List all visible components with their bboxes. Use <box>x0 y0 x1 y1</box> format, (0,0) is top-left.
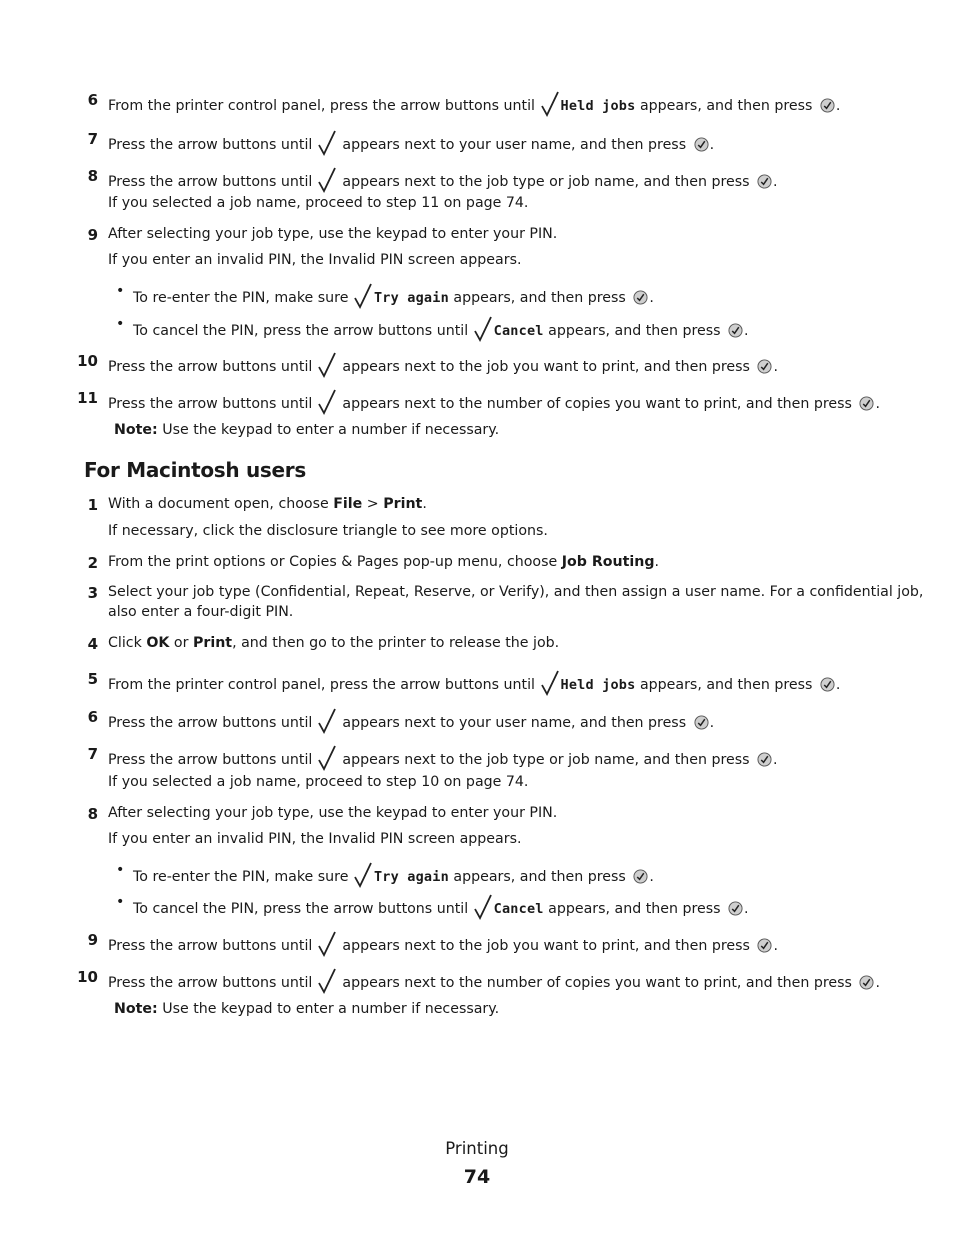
check-mark-icon <box>318 389 336 415</box>
select-button-icon <box>820 98 835 113</box>
check-mark-icon <box>318 931 336 957</box>
select-button-icon <box>859 975 874 990</box>
check-mark-icon <box>474 894 492 920</box>
display-text: Cancel <box>493 323 544 339</box>
note-label: Note: <box>114 1001 158 1017</box>
step-text: Press the arrow buttons until appears next to the number of copies you want to print, and then press . <box>108 389 880 415</box>
check-mark-icon <box>318 352 336 378</box>
step-text: After selecting your job type, use the keypad to enter your PIN. <box>108 226 558 242</box>
step-text: Press the arrow buttons until appears next to the number of copies you want to print, and then press . <box>108 968 880 994</box>
check-mark-icon <box>541 670 559 696</box>
bullet-icon: • <box>116 316 125 332</box>
step-text: With a document open, choose File > Print. <box>108 496 427 512</box>
step-text: After selecting your job type, use the keypad to enter your PIN. <box>108 805 558 821</box>
check-mark-icon <box>541 91 559 117</box>
step-text: From the printer control panel, press the arrow buttons until Held jobs appears, and then press . <box>108 670 840 696</box>
step-number: 4 <box>87 635 98 653</box>
step-text: Press the arrow buttons until appears next to the job you want to print, and then press . <box>108 352 778 378</box>
select-button-icon <box>859 396 874 411</box>
select-button-icon <box>694 137 709 152</box>
note: Note: Use the keypad to enter a number if necessary. <box>114 1001 500 1017</box>
step-subtext: If you enter an invalid PIN, the Invalid PIN screen appears. <box>108 831 522 847</box>
select-button-icon <box>820 677 835 692</box>
step-number: 6 <box>87 91 98 109</box>
step-text: Press the arrow buttons until appears next to your user name, and then press . <box>108 130 714 156</box>
display-text: Try again <box>373 869 449 885</box>
select-button-icon <box>633 869 648 884</box>
step-number: 2 <box>87 554 98 572</box>
step-number: 1 <box>87 496 98 514</box>
step-subtext: If you enter an invalid PIN, the Invalid PIN screen appears. <box>108 252 522 268</box>
select-button-icon <box>757 752 772 767</box>
step-text-continued: also enter a four-digit PIN. <box>108 604 294 620</box>
step-text: From the print options or Copies & Pages pop-up menu, choose Job Routing. <box>108 554 660 570</box>
step-number: 7 <box>87 130 98 148</box>
step-subtext: If you selected a job name, proceed to step 11 on page 74. <box>108 195 529 211</box>
step-number: 3 <box>87 584 98 602</box>
check-mark-icon <box>318 708 336 734</box>
step-text: From the printer control panel, press the arrow buttons until Held jobs appears, and then press . <box>108 91 840 117</box>
select-button-icon <box>633 290 648 305</box>
note-label: Note: <box>114 422 158 438</box>
check-mark-icon <box>354 862 372 888</box>
step-subtext: If necessary, click the disclosure triangle to see more options. <box>108 523 548 539</box>
select-button-icon <box>757 359 772 374</box>
section-heading: For Macintosh users <box>84 458 306 482</box>
step-number: 6 <box>87 708 98 726</box>
step-number: 10 <box>77 968 98 986</box>
check-mark-icon <box>474 316 492 342</box>
bullet-icon: • <box>116 862 125 878</box>
step-number: 11 <box>77 389 98 407</box>
check-mark-icon <box>318 130 336 156</box>
step-text: Press the arrow buttons until appears next to the job type or job name, and then press . <box>108 745 778 771</box>
step-number: 8 <box>87 805 98 823</box>
display-text: Cancel <box>493 901 544 917</box>
step-number: 9 <box>87 931 98 949</box>
footer-section-name: Printing <box>445 1139 509 1158</box>
select-button-icon <box>728 901 743 916</box>
step-number: 8 <box>87 167 98 185</box>
page-number: 74 <box>463 1166 491 1188</box>
bullet-icon: • <box>116 894 125 910</box>
step-subtext: If you selected a job name, proceed to step 10 on page 74. <box>108 774 529 790</box>
select-button-icon <box>728 323 743 338</box>
display-text: Held jobs <box>560 98 636 114</box>
display-text: Try again <box>373 290 449 306</box>
check-mark-icon <box>318 968 336 994</box>
step-text: Press the arrow buttons until appears next to the job type or job name, and then press . <box>108 167 778 193</box>
document-page: 6 From the printer control panel, press the arrow buttons until Held jobs appears, and then press . 7 Press the arrow buttons until appears next to your user name, and then press . 8 Press the arrow buttons until appears next to the job type or job name, and then press . If you selected a job name, proceed to step 11 on page 74. 9 After selecting your job type, use the keypad to enter your PIN. If you enter an invalid PIN, the Invalid PIN screen appears. • To re-enter the PIN, make sure Try again appears, and then press . • To cancel the PIN, press the arrow buttons until Cancel appears, and then press . 10 Press the arrow buttons until appears next to the job you want to print, and then press . 11 Press the arrow buttons until appears next to the number of copies you want to print, and then press . Note: Use the keypad to enter a number if necessary. For Macintosh users 1 With a document open, choose File > Print. If necessary, click the disclosure triangle to see more options. 2 From the print options or Copies & Pages pop-up menu, choose Job Routing. 3 Select your job type (Confidential, Repeat, Reserve, or Verify), and then assign a user name. For a confidential job, also enter a four-digit PIN. 4 Click OK or Print, and then go to the printer to release the job. 5 From the printer control panel, press the arrow buttons until Held jobs appears, and then press . 6 Press the arrow buttons until appears next to your user name, and then press . 7 Press the arrow buttons until appears next to the job type or job name, and then press . If you selected a job name, proceed to step 10 on page 74. 8 After selecting your job type, use the keypad to enter your PIN. If you enter an invalid PIN, the Invalid PIN screen appears. • To re-enter the PIN, make sure Try again appears, and then press . • To cancel the PIN, press the arrow buttons until Cancel appears, and then press . 9 Press the arrow buttons until appears next to the job you want to print, and then press . 10 Press the arrow buttons until appears next to the number of copies you want to print, and then press . Note: Use the keypad to enter a number if necessary. Printing 74 <box>0 0 954 1235</box>
step-text: Select your job type (Confidential, Repeat, Reserve, or Verify), and then assign a user name. For a confidential job, <box>108 584 924 600</box>
select-button-icon <box>694 715 709 730</box>
step-text: Click OK or Print, and then go to the printer to release the job. <box>108 635 560 651</box>
step-number: 10 <box>77 352 98 370</box>
step-number: 9 <box>87 226 98 244</box>
check-mark-icon <box>318 167 336 193</box>
bullet-icon: • <box>116 283 125 299</box>
select-button-icon <box>757 938 772 953</box>
step-number: 7 <box>87 745 98 763</box>
check-mark-icon <box>354 283 372 309</box>
step-number: 5 <box>87 670 98 688</box>
check-mark-icon <box>318 745 336 771</box>
step-text: Press the arrow buttons until appears next to your user name, and then press . <box>108 708 714 734</box>
select-button-icon <box>757 174 772 189</box>
display-text: Held jobs <box>560 677 636 693</box>
note: Note: Use the keypad to enter a number if necessary. <box>114 422 500 438</box>
step-text: Press the arrow buttons until appears next to the job you want to print, and then press . <box>108 931 778 957</box>
